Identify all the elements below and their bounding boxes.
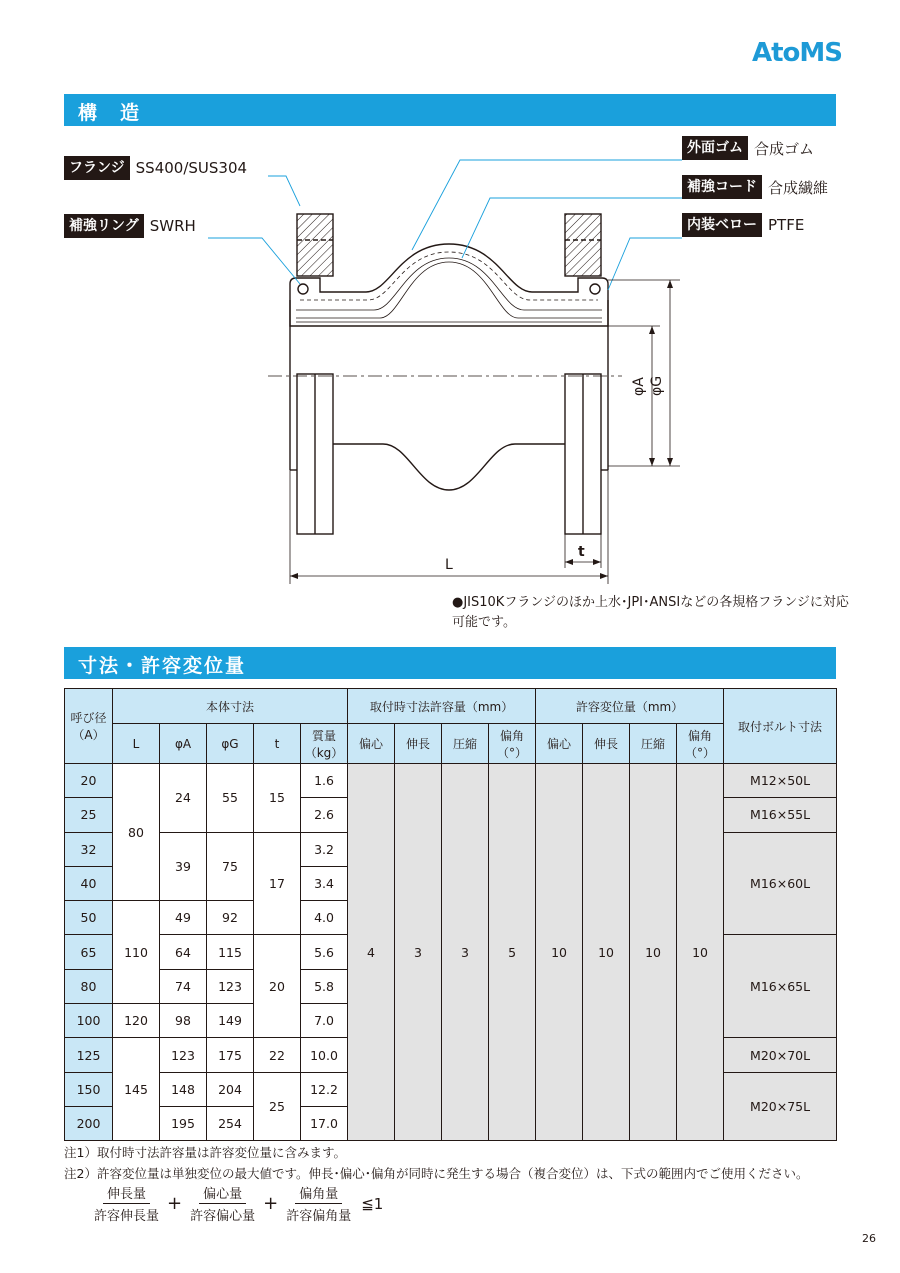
cell-t: 20 bbox=[254, 935, 301, 1038]
cell-nominal: 100 bbox=[65, 1004, 113, 1038]
cell-nominal: 40 bbox=[65, 866, 113, 900]
cell-phiG: 254 bbox=[207, 1106, 254, 1140]
cell-bolt: M20×75L bbox=[724, 1072, 837, 1141]
fraction-numerator: 偏角量 bbox=[295, 1183, 342, 1204]
th-phiG: φG bbox=[207, 724, 254, 764]
cell-phiG: 149 bbox=[207, 1004, 254, 1038]
cell-phiA: 74 bbox=[160, 969, 207, 1003]
cell-d-ang: 10 bbox=[677, 764, 724, 1141]
th-disp: 許容変位量（mm） bbox=[536, 689, 724, 724]
fraction-denominator: 許容偏心量 bbox=[190, 1209, 256, 1224]
label-bellows-key: 内装ベロー bbox=[682, 213, 762, 237]
th-d-ecc: 偏心 bbox=[536, 724, 583, 764]
cell-mass: 3.2 bbox=[301, 832, 348, 866]
label-ring-value: SWRH bbox=[149, 217, 196, 235]
cell-tol-ang: 5 bbox=[489, 764, 536, 1141]
cell-phiA: 64 bbox=[160, 935, 207, 969]
fraction-angular bbox=[282, 1183, 355, 1224]
th-phiA: φA bbox=[160, 724, 207, 764]
label-ring bbox=[64, 214, 196, 238]
cell-nominal: 25 bbox=[65, 798, 113, 832]
cell-nominal: 80 bbox=[65, 969, 113, 1003]
cell-nominal: 150 bbox=[65, 1072, 113, 1106]
cell-phiG: 92 bbox=[207, 901, 254, 935]
section-title-structure: 構 造 bbox=[78, 102, 142, 124]
cell-mass: 2.6 bbox=[301, 798, 348, 832]
cell-mass: 5.6 bbox=[301, 935, 348, 969]
plus-sign: + bbox=[263, 1193, 279, 1214]
th-tol-ecc: 偏心 bbox=[348, 724, 395, 764]
label-flange-key: フランジ bbox=[64, 156, 130, 180]
label-bellows bbox=[682, 213, 804, 237]
label-cord-key: 補強コード bbox=[682, 175, 762, 199]
th-L: L bbox=[113, 724, 160, 764]
cell-mass: 7.0 bbox=[301, 1004, 348, 1038]
fraction-denominator: 許容偏角量 bbox=[286, 1209, 352, 1224]
cell-t: 25 bbox=[254, 1072, 301, 1141]
cell-mass: 17.0 bbox=[301, 1106, 348, 1140]
combined-displacement-formula bbox=[90, 1183, 383, 1224]
cell-L: 145 bbox=[113, 1038, 160, 1141]
dim-t: t bbox=[578, 544, 585, 560]
cell-phiA: 148 bbox=[160, 1072, 207, 1106]
cell-phiA: 39 bbox=[160, 832, 207, 901]
label-flange bbox=[64, 156, 247, 180]
cell-t: 17 bbox=[254, 832, 301, 935]
cell-nominal: 50 bbox=[65, 901, 113, 935]
cell-nominal: 65 bbox=[65, 935, 113, 969]
th-body: 本体寸法 bbox=[113, 689, 348, 724]
label-bellows-value: PTFE bbox=[768, 216, 805, 234]
dim-phiA: φA bbox=[631, 377, 647, 396]
cell-bolt: M16×55L bbox=[724, 798, 837, 832]
th-t: t bbox=[254, 724, 301, 764]
cell-tol-comp: 3 bbox=[442, 764, 489, 1141]
cell-bolt: M12×50L bbox=[724, 764, 837, 798]
cell-t: 22 bbox=[254, 1038, 301, 1072]
fraction-extension bbox=[90, 1183, 163, 1224]
spec-table bbox=[64, 688, 837, 1141]
table-row bbox=[65, 764, 837, 798]
cell-nominal: 125 bbox=[65, 1038, 113, 1072]
th-tol-comp: 圧縮 bbox=[442, 724, 489, 764]
cell-mass: 10.0 bbox=[301, 1038, 348, 1072]
th-mount-tol: 取付時寸法許容量（mm） bbox=[348, 689, 536, 724]
cell-L: 110 bbox=[113, 901, 160, 1004]
cell-phiA: 98 bbox=[160, 1004, 207, 1038]
cell-mass: 4.0 bbox=[301, 901, 348, 935]
plus-sign: + bbox=[167, 1193, 183, 1214]
label-outer-rubber bbox=[682, 136, 814, 160]
cell-t: 15 bbox=[254, 764, 301, 833]
less-equal-one: ≦1 bbox=[361, 1194, 384, 1213]
cell-mass: 3.4 bbox=[301, 866, 348, 900]
label-cord bbox=[682, 175, 828, 199]
cell-mass: 12.2 bbox=[301, 1072, 348, 1106]
th-tol-ext: 伸長 bbox=[395, 724, 442, 764]
fraction-denominator: 許容伸長量 bbox=[94, 1209, 160, 1224]
th-d-comp: 圧縮 bbox=[630, 724, 677, 764]
cell-phiG: 115 bbox=[207, 935, 254, 969]
cell-L: 80 bbox=[113, 764, 160, 901]
cell-d-comp: 10 bbox=[630, 764, 677, 1141]
cell-d-ext: 10 bbox=[583, 764, 630, 1141]
cell-mass: 5.8 bbox=[301, 969, 348, 1003]
cell-bolt: M20×70L bbox=[724, 1038, 837, 1072]
fraction-eccentric bbox=[186, 1183, 259, 1224]
cell-L: 120 bbox=[113, 1004, 160, 1038]
section-bar-dimensions bbox=[64, 647, 836, 679]
cell-d-ecc: 10 bbox=[536, 764, 583, 1141]
cell-tol-ecc: 4 bbox=[348, 764, 395, 1141]
cell-nominal: 32 bbox=[65, 832, 113, 866]
cell-bolt: M16×65L bbox=[724, 935, 837, 1038]
cell-phiG: 175 bbox=[207, 1038, 254, 1072]
fraction-numerator: 偏心量 bbox=[199, 1183, 246, 1204]
cell-phiA: 123 bbox=[160, 1038, 207, 1072]
cell-phiG: 123 bbox=[207, 969, 254, 1003]
th-tol-ang: 偏角（°） bbox=[489, 724, 536, 764]
th-nominal: 呼び径（A） bbox=[65, 689, 113, 764]
th-d-ang: 偏角（°） bbox=[677, 724, 724, 764]
cell-phiG: 55 bbox=[207, 764, 254, 833]
cell-phiA: 24 bbox=[160, 764, 207, 833]
cell-phiA: 195 bbox=[160, 1106, 207, 1140]
section-title-dimensions: 寸法・許容変位量 bbox=[78, 655, 247, 677]
label-outer-rubber-value: 合成ゴム bbox=[754, 139, 815, 158]
cell-bolt: M16×60L bbox=[724, 832, 837, 935]
jis-note: ●JIS10Kフランジのほか上水･JPI･ANSIなどの各規格フランジに対応可能です。 bbox=[452, 595, 849, 630]
cell-phiG: 204 bbox=[207, 1072, 254, 1106]
note-2: 注2）許容変位量は単独変位の最大値です。伸長･偏心･偏角が同時に発生する場合（複合変位）は、下式の範囲内でご使用ください。 bbox=[64, 1166, 809, 1181]
cell-nominal: 20 bbox=[65, 764, 113, 798]
label-outer-rubber-key: 外面ゴム bbox=[682, 136, 748, 160]
th-bolt: 取付ボルト寸法 bbox=[724, 689, 837, 764]
dim-L: L bbox=[445, 557, 453, 573]
th-mass: 質量（kg） bbox=[301, 724, 348, 764]
cell-nominal: 200 bbox=[65, 1106, 113, 1140]
note-1: 注1）取付時寸法許容量は許容変位量に含みます。 bbox=[64, 1145, 346, 1160]
cell-phiA: 49 bbox=[160, 901, 207, 935]
cell-mass: 1.6 bbox=[301, 764, 348, 798]
fraction-numerator: 伸長量 bbox=[103, 1183, 150, 1204]
th-d-ext: 伸長 bbox=[583, 724, 630, 764]
dim-phiG: φG bbox=[649, 375, 665, 396]
label-flange-value: SS400/SUS304 bbox=[135, 159, 248, 177]
label-ring-key: 補強リング bbox=[64, 214, 144, 238]
page-number: 26 bbox=[862, 1232, 876, 1245]
brand-logo: AtoMS bbox=[752, 38, 843, 68]
cell-tol-ext: 3 bbox=[395, 764, 442, 1141]
cell-phiG: 75 bbox=[207, 832, 254, 901]
label-cord-value: 合成繊維 bbox=[768, 178, 829, 197]
